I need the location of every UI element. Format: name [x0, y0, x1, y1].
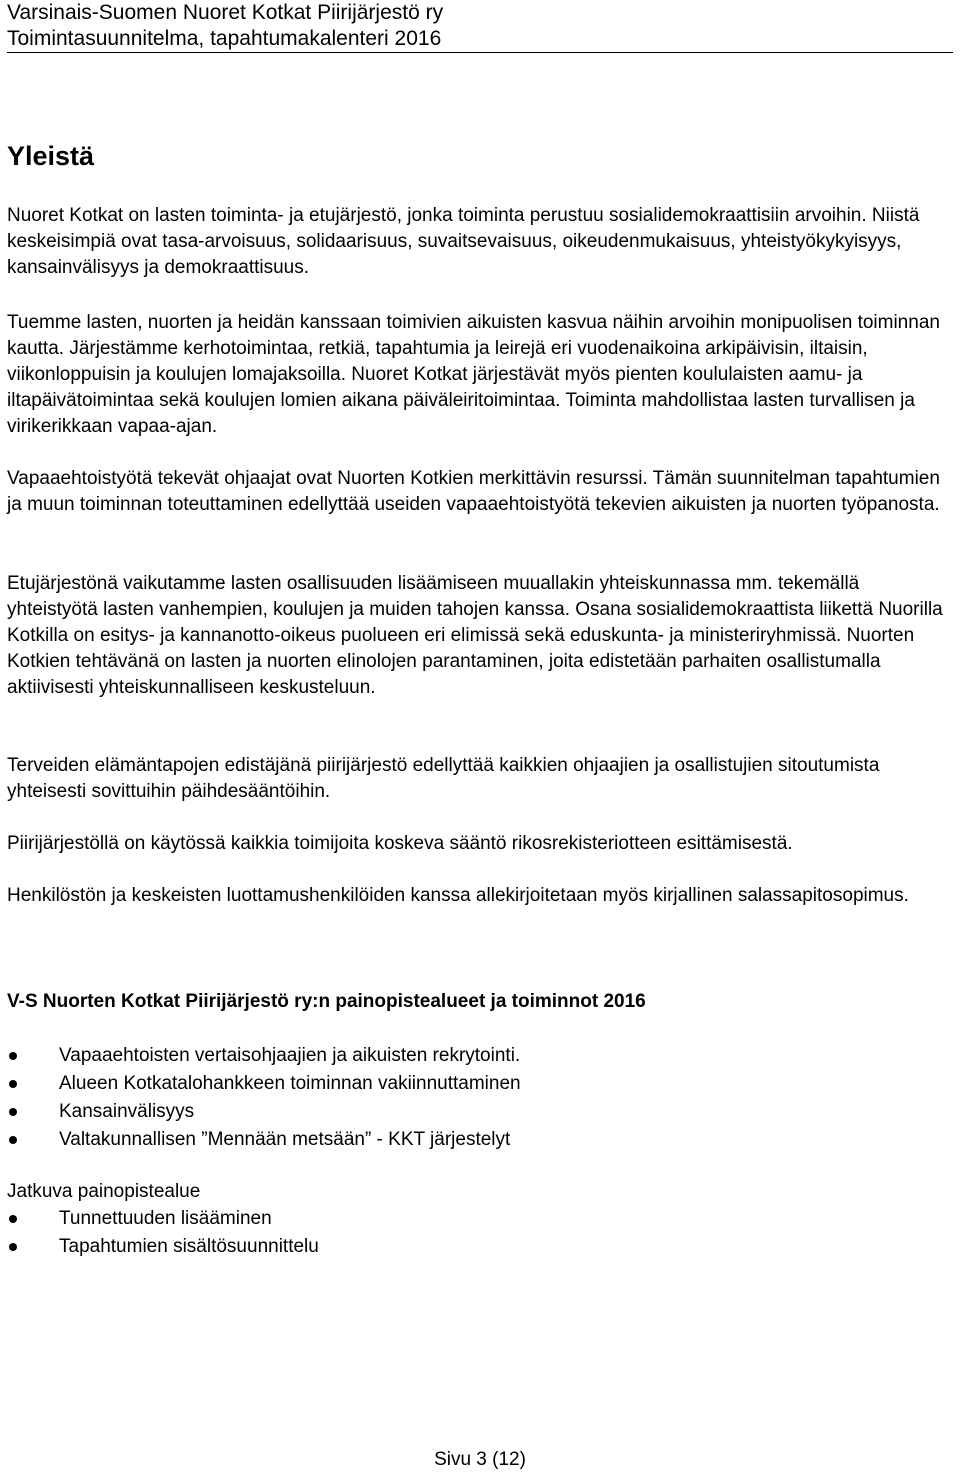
bullet-icon [9, 1080, 17, 1088]
bullet-icon [9, 1136, 17, 1144]
header-organization: Varsinais-Suomen Nuoret Kotkat Piirijärjestö ry [7, 1, 444, 24]
list-item-text: Vapaaehtoisten vertaisohjaajien ja aikuisten rekrytointi. [59, 1045, 521, 1066]
list-item [7, 1070, 521, 1098]
list-item [7, 1233, 319, 1261]
paragraph-confidentiality: Henkilöstön ja keskeisten luottamushenkilöiden kanssa allekirjoitetaan myös kirjallinen salassapitosopimus. [7, 885, 909, 906]
list-item-text: Tunnettuuden lisääminen [59, 1208, 272, 1229]
bullet-icon [9, 1243, 17, 1251]
bullet-icon [9, 1052, 17, 1060]
list-item [7, 1042, 521, 1070]
section-title-focus: V-S Nuorten Kotkat Piirijärjestö ry:n painopistealueet ja toiminnot 2016 [7, 991, 646, 1012]
paragraph-intro: Nuoret Kotkat on lasten toiminta- ja etujärjestö, jonka toiminta perustuu sosialidemokraattisiin arvoihin. Niistä keskeisimpiä ovat tasa-arvoisuus, solidaarisuus, suvaitsevaisuus, oikeudenmukaisuus, yhteistyökykyisyys, kansainvälisyys ja demokraattisuus. [7, 205, 920, 278]
paragraph-advocacy: Etujärjestönä vaikutamme lasten osallisuuden lisäämiseen muuallakin yhteiskunnassa mm. tekemällä yhteistyötä lasten vanhempien, koulujen ja muiden tahojen kanssa. Osana sosialidemokraattista liikettä Nuorilla Kotkilla on esitys- ja kannanotto-oikeus puolueen eri elimissä sekä eduskunta- ja ministeriryhmissä. Nuorten Kotkien tehtävänä on lasten ja nuorten elinolojen parantaminen, joita edistetään parhaiten osallistumalla aktiivisesti yhteiskunnalliseen keskusteluun. [7, 573, 943, 698]
list-item-text: Alueen Kotkatalohankkeen toiminnan vakiinnuttaminen [59, 1073, 521, 1094]
list-item [7, 1205, 319, 1233]
bullet-icon [9, 1215, 17, 1223]
bullet-icon [9, 1108, 17, 1116]
paragraph-criminal-record: Piirijärjestöllä on käytössä kaikkia toimijoita koskeva sääntö rikosrekisteriotteen esittämisestä. [7, 833, 793, 854]
paragraph-volunteers: Vapaaehtoistyötä tekevät ohjaajat ovat Nuorten Kotkien merkittävin resurssi. Tämän suunnitelman tapahtumien ja muun toiminnan toteuttaminen edellyttää useiden vapaaehtoistyötä tekevien aikuisten ja nuorten työpanosta. [7, 468, 940, 515]
section-title-general: Yleistä [7, 141, 95, 171]
list-item-text: Kansainvälisyys [59, 1101, 195, 1122]
continuous-focus-title: Jatkuva painopistealue [7, 1181, 201, 1202]
page-number: Sivu 3 (12) [434, 1449, 526, 1470]
continuous-focus-list [7, 1205, 319, 1261]
paragraph-activities: Tuemme lasten, nuorten ja heidän kanssaan toimivien aikuisten kasvua näihin arvoihin monipuolisen toiminnan kautta. Järjestämme kerhotoimintaa, retkiä, tapahtumia ja leirejä eri vuodenaikoina arkipäivisin, iltaisin, viikonloppuisin ja koulujen lomajaksoilla. Nuoret Kotkat järjestävät myös pienten koululaisten aamu- ja iltapäivätoimintaa sekä koulujen lomien aikana päiväleiritoimintaa. Toiminta mahdollistaa lasten turvallisen ja virikerikkaan vapaa-ajan. [7, 312, 940, 437]
list-item [7, 1098, 521, 1126]
focus-list [7, 1042, 521, 1154]
list-item [7, 1126, 521, 1154]
header-document-title: Toimintasuunnitelma, tapahtumakalenteri 2016 [7, 27, 442, 50]
page-header [7, 0, 953, 53]
list-item-text: Tapahtumien sisältösuunnittelu [59, 1236, 319, 1257]
list-item-text: Valtakunnallisen ”Mennään metsään” - KKT järjestelyt [59, 1129, 511, 1150]
paragraph-substance-rules: Terveiden elämäntapojen edistäjänä piirijärjestö edellyttää kaikkien ohjaajien ja osallistujien sitoutumista yhteisesti sovittuihin päihdesääntöihin. [7, 755, 880, 802]
